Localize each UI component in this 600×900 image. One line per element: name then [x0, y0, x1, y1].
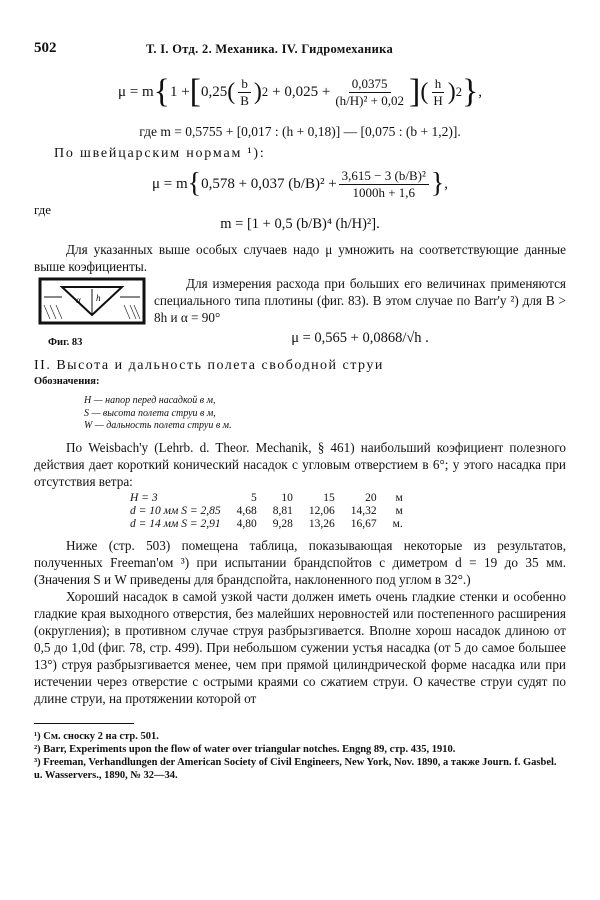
frac-b-over-B	[237, 76, 252, 108]
formula-2-tail: ,	[444, 176, 449, 192]
paren2-close: )	[447, 79, 456, 105]
section-title: II. Высота и дальность полета свободной струи	[34, 358, 384, 374]
bracket-close: ]	[408, 73, 421, 110]
page	[34, 40, 566, 782]
table-cell: 4,80	[236, 517, 257, 530]
table-cell: 9,28	[272, 517, 293, 530]
table-cell: м.	[392, 517, 403, 530]
brace-open: {	[153, 73, 170, 110]
table-row	[130, 505, 411, 518]
formula-1-coef1: 0,25	[201, 84, 228, 100]
frac-main	[332, 76, 407, 108]
formula-2-lhs: μ = m	[151, 176, 188, 192]
frac-main-num: 0,0375	[349, 76, 391, 93]
footnote-1: ¹) См. сноску 2 на стр. 501.	[34, 730, 159, 742]
designation-item: S — высота полета струи в м,	[84, 407, 216, 419]
brace-close: }	[461, 73, 479, 110]
footnote-3: ³) Freeman, Verhandlungen der American Society of Civil Engineers, New York, Nov. 1890, а также Journ. f. Gasbel. u. Wasservers., 1890, № 32—34.	[34, 756, 557, 781]
table-cell: 8,81	[272, 504, 293, 517]
frac-h: h	[432, 76, 445, 93]
table-cell: м	[395, 491, 403, 504]
paragraph-special-cases: Для указанных выше особых случаев надо μ умножить на соответствующие данные выше коэфициенты.	[34, 242, 566, 275]
paren-open: (	[227, 79, 236, 105]
formula-2-head: 0,578 + 0,037 (b/B)² +	[201, 176, 337, 192]
page-header	[34, 40, 566, 62]
frac-2-den: 1000h + 1,6	[352, 184, 416, 200]
paragraph-weisbach: По Weisbach'y (Lehrb. d. Theor. Mechanik, § 461) наибольший коэфициент полезного действия дает короткий конический насадок с угловым отверстием в 6°; у этого насадка при отсутствия ветра:	[34, 439, 566, 489]
weir-diagram	[34, 275, 152, 333]
table-cell: 14,32	[350, 504, 377, 517]
formula-1-const: + 0,025 +	[272, 84, 331, 100]
table-cell: H = 3	[130, 491, 158, 504]
frac-H: H	[433, 92, 443, 108]
formula-1-where: где m = 0,5755 + [0,017 : (h + 0,18)] — [0,075 : (b + 1,2)].	[139, 124, 461, 139]
frac-h-over-H	[430, 76, 445, 108]
table-cell: 20	[365, 491, 377, 504]
figure-block	[34, 275, 566, 348]
table-cell: d = 10 мм S = 2,85	[130, 504, 221, 517]
designations-label: Обозначения:	[34, 376, 100, 388]
formula-2	[34, 164, 566, 204]
figure-side	[154, 275, 566, 348]
swiss-heading: По швейцарским нормам ¹):	[54, 146, 266, 161]
table-cell: 12,06	[308, 504, 335, 517]
table-row	[130, 518, 411, 531]
frac-B: B	[240, 92, 249, 108]
weisbach-table	[130, 492, 411, 531]
label-h: h	[96, 293, 101, 304]
frac-main-den: (h/H)² + 0,02	[335, 92, 404, 108]
formula-1-square: 2	[261, 84, 269, 99]
paren-close: )	[253, 79, 262, 105]
formula-1-term1: 1 +	[169, 84, 190, 100]
footnote-2: ²) Barr, Experiments upon the flow of water over triangular notches. Engng 89, стр. 435, 1910.	[34, 743, 456, 755]
brace2-open: {	[187, 168, 202, 199]
frac-2-num: 3,615 − 3 (b/B)²	[339, 168, 429, 185]
page-number: 502	[34, 40, 57, 56]
bracket-open: [	[189, 73, 201, 110]
figure-text: Для измерения расхода при больших его величинах применяются специального типа плотины (фиг. 83). В этом случае по Barr'у ²) для B > 8h и α = 90°	[154, 276, 566, 326]
paragraph-freeman: Ниже (стр. 503) помещена таблица, показывающая некоторые из результатов, полученных Freeman'ом ³) при испытании брандспойтов с диметром d = 19 до 35 мм. (Значения S и W приведены для брандспойта, наклоненного под углом в 32°.)	[34, 537, 566, 587]
formula-1: μ = m { 1 + [ 0,25 ( $\frac{b}{B}$ ) 2 + 0,025 + $\frac{0,0375}{\text{(h/H)² + 0,02}}$ ] ( $\frac{h}{H}$ ) 2 } ,	[117, 73, 483, 110]
designations-list	[84, 395, 566, 433]
table-cell: 5	[250, 491, 257, 504]
table-cell: 4,68	[236, 504, 257, 517]
formula-3: m = [1 + 0,5 (b/B)⁴ (h/H)²].	[220, 216, 380, 232]
label-alpha: α	[76, 295, 81, 306]
designation-item: H — напор перед насадкой в м,	[84, 395, 216, 407]
footnotes	[34, 730, 566, 782]
figure-83	[34, 275, 154, 348]
figure-equation: μ = 0,565 + 0,0868/√h .	[291, 330, 429, 347]
brace2-close: }	[430, 168, 445, 199]
table-header-row	[130, 492, 411, 505]
figure-caption: Фиг. 83	[48, 337, 83, 349]
table-cell: 10	[281, 491, 293, 504]
paren2-open: (	[420, 79, 429, 105]
frac-2	[339, 168, 429, 200]
designation-item: W — дальность полета струи в м.	[84, 420, 232, 432]
table-cell: м	[395, 504, 403, 517]
footnote-rule	[34, 723, 134, 724]
gde-label: где	[34, 202, 52, 217]
formula-1-lhs: μ = m	[117, 84, 154, 100]
table-cell: 15	[323, 491, 335, 504]
table-cell: 16,67	[350, 517, 377, 530]
running-title: Т. I. Отд. 2. Механика. IV. Гидромеханика	[146, 42, 394, 56]
paragraph-nozzle: Хороший насадок в самой узкой части должен иметь очень гладкие стенки и особенно гладкие края выходного отверстия, без малейших неровностей или постепенного расширения (округления); в противном случае струя разбрызгивается. Вполне хорош насадок длиною от 0,5 до 1,0d (фиг. 78, стр. 499). При небольшом сужении устья насадка (от 5 до самое большее 13°) струя разбрызгивается менее, чем при прямой цилиндрической форме насадка или при истечении через отверстие с острыми краями со сжатием струи. О качестве струи судят по длине струи, на протяжении которой от	[34, 588, 566, 706]
table-cell: d = 14 мм S = 2,91	[130, 517, 221, 530]
formula-1-square-2: 2	[455, 84, 462, 99]
table-cell: 13,26	[308, 517, 335, 530]
frac-b: b	[238, 76, 251, 93]
